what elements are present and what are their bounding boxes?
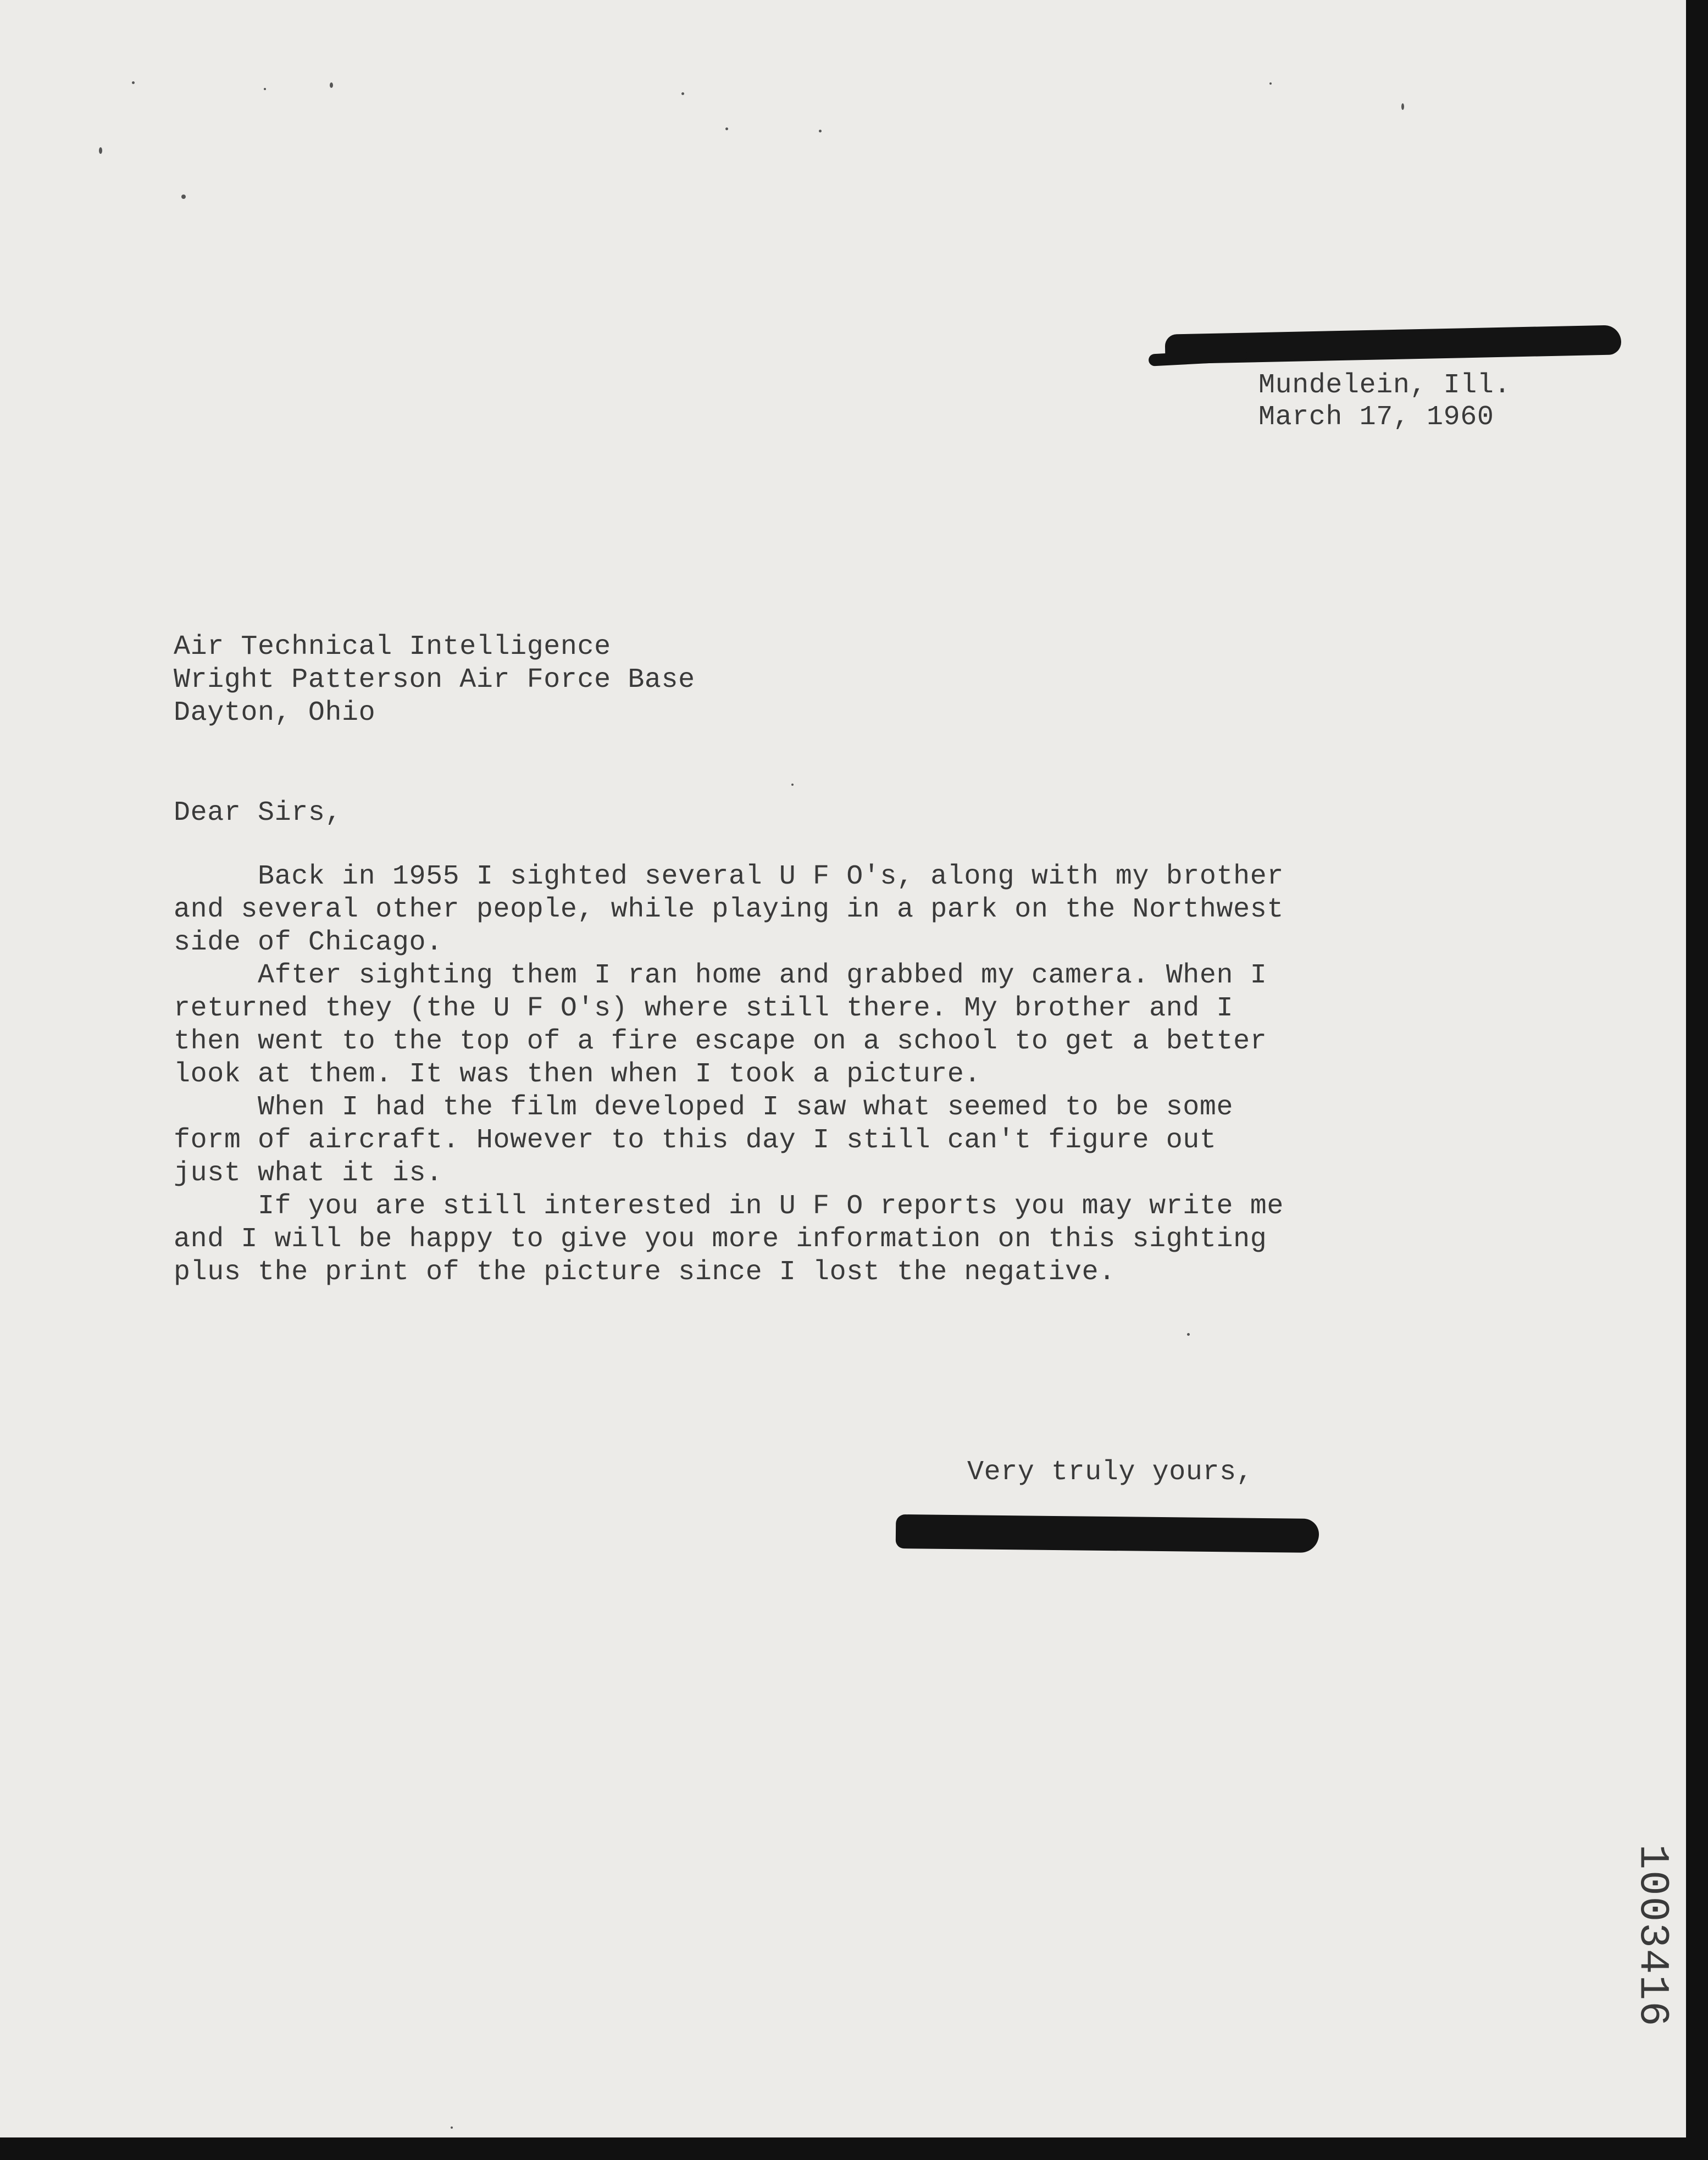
body-line: and several other people, while playing in a park on the Northwest (174, 894, 1284, 925)
body-line: side of Chicago. (174, 927, 443, 958)
speck (681, 92, 684, 95)
recipient-line-1: Air Technical Intelligence (174, 631, 611, 663)
speck (181, 195, 186, 199)
body-line: form of aircraft. However to this day I still can't figure out (174, 1125, 1217, 1156)
speck (451, 2126, 453, 2129)
body-line: When I had the film developed I saw what seemed to be some (174, 1092, 1234, 1123)
body-line: If you are still interested in U F O reports you may write me (174, 1191, 1284, 1222)
body-line: look at them. It was then when I took a picture. (174, 1059, 981, 1090)
body-line: returned they (the U F O's) where still there. My brother and I (174, 993, 1234, 1024)
speck (819, 130, 822, 132)
body-line: and I will be happy to give you more information on this sighting (174, 1224, 1267, 1255)
salutation: Dear Sirs, (174, 797, 342, 829)
speck (99, 147, 102, 154)
body-line: Back in 1955 I sighted several U F O's, along with my brother (174, 861, 1284, 892)
speck (1401, 103, 1404, 110)
body-line: then went to the top of a fire escape on a school to get a better (174, 1026, 1267, 1057)
redaction-bar (896, 1514, 1319, 1553)
document-number: 1003416 (1628, 1844, 1676, 2028)
speck (1187, 1333, 1190, 1336)
body-line: plus the print of the picture since I lost the negative. (174, 1257, 1116, 1288)
speck (330, 82, 333, 88)
letter-date: March 17, 1960 (1258, 402, 1494, 433)
sender-city: Mundelein, Ill. (1258, 370, 1511, 401)
body-line: After sighting them I ran home and grabbed my camera. When I (174, 960, 1267, 991)
scan-border (1686, 0, 1708, 2160)
speck (725, 127, 728, 130)
speck (264, 88, 266, 90)
speck (1269, 82, 1272, 85)
closing: Very truly yours, (967, 1457, 1254, 1488)
speck (791, 784, 794, 786)
recipient-line-2: Wright Patterson Air Force Base (174, 664, 695, 696)
redaction-bar (1149, 349, 1248, 366)
recipient-line-3: Dayton, Ohio (174, 697, 376, 729)
body-line: just what it is. (174, 1158, 443, 1189)
scan-border (0, 2137, 1708, 2160)
speck (132, 81, 135, 84)
